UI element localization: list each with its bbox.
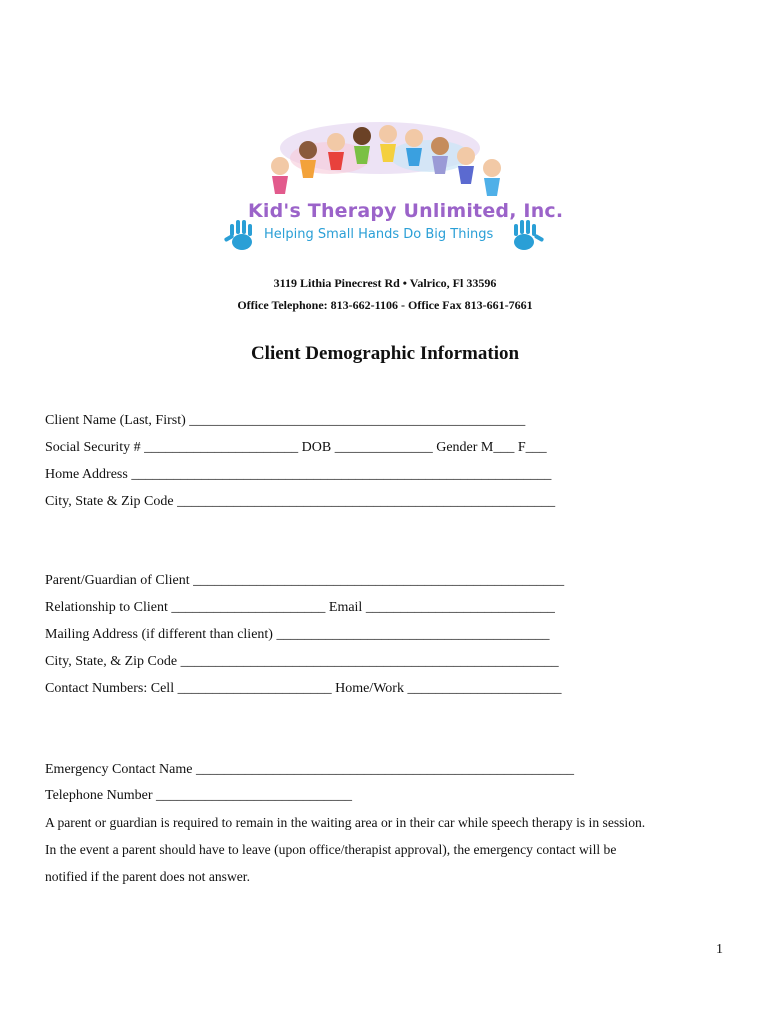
emergency-phone-field[interactable] [45, 788, 352, 804]
home-address-label: Home Address ____________________________________________________________ [45, 467, 552, 482]
client-city-label: City, State & Zip Code ______________________________________________________ [45, 494, 556, 509]
client-city-field[interactable] [45, 494, 555, 510]
parent-city-label: City, State, & Zip Code ______________________________________________________ [45, 654, 559, 669]
ssn-field[interactable]: Social Security # ______________________ [45, 440, 299, 455]
email-field[interactable]: Email ___________________________ [325, 600, 555, 615]
emergency-phone-label: Telephone Number ____________________________ [45, 788, 352, 803]
company-tagline: Helping Small Hands Do Big Things [264, 227, 494, 242]
page-number: 1 [716, 942, 723, 957]
guardian-note-2: In the event a parent should have to leave (upon office/therapist approval), the emergency contact will be [45, 842, 617, 857]
client-name-label: Client Name (Last, First) ________________________________________________ [45, 413, 526, 428]
mailing-address-label: Mailing Address (if different than client) _______________________________________ [45, 627, 550, 642]
company-logo [220, 118, 564, 263]
parent-city-field[interactable] [45, 654, 559, 670]
mailing-address-field[interactable] [45, 627, 549, 643]
guardian-note-3: notified if the parent does not answer. [45, 869, 250, 884]
company-name: Kid's Therapy Unlimited, Inc. [248, 200, 564, 222]
home-work-field[interactable]: Home/Work ______________________ [331, 681, 562, 696]
cell-field[interactable]: Contact Numbers: Cell ______________________ [45, 681, 332, 696]
page-title: Client Demographic Information [250, 343, 520, 364]
gender-field[interactable]: Gender M___ F___ [432, 440, 547, 455]
parent-name-field[interactable] [45, 573, 564, 589]
client-name-field[interactable] [45, 413, 525, 429]
contact-numbers-row [45, 681, 561, 697]
parent-name-label: Parent/Guardian of Client _____________________________________________________ [45, 573, 565, 588]
emergency-contact-label: Emergency Contact Name ______________________________________________________ [45, 762, 574, 777]
office-address: 3119 Lithia Pinecrest Rd • Valrico, Fl 33596 [273, 276, 497, 290]
relationship-field[interactable]: Relationship to Client ______________________ [45, 600, 326, 615]
dob-field[interactable]: DOB ______________ [298, 440, 433, 455]
emergency-contact-field[interactable] [45, 762, 574, 778]
guardian-note-1: A parent or guardian is required to remain in the waiting area or in their car while speech therapy is in session. [45, 815, 646, 830]
home-address-field[interactable] [45, 467, 551, 483]
client-ssn-dob-gender-row [45, 440, 547, 456]
relationship-email-row [45, 600, 555, 616]
office-phone-fax: Office Telephone: 813-662-1106 - Office Fax 813-661-7661 [237, 298, 533, 312]
